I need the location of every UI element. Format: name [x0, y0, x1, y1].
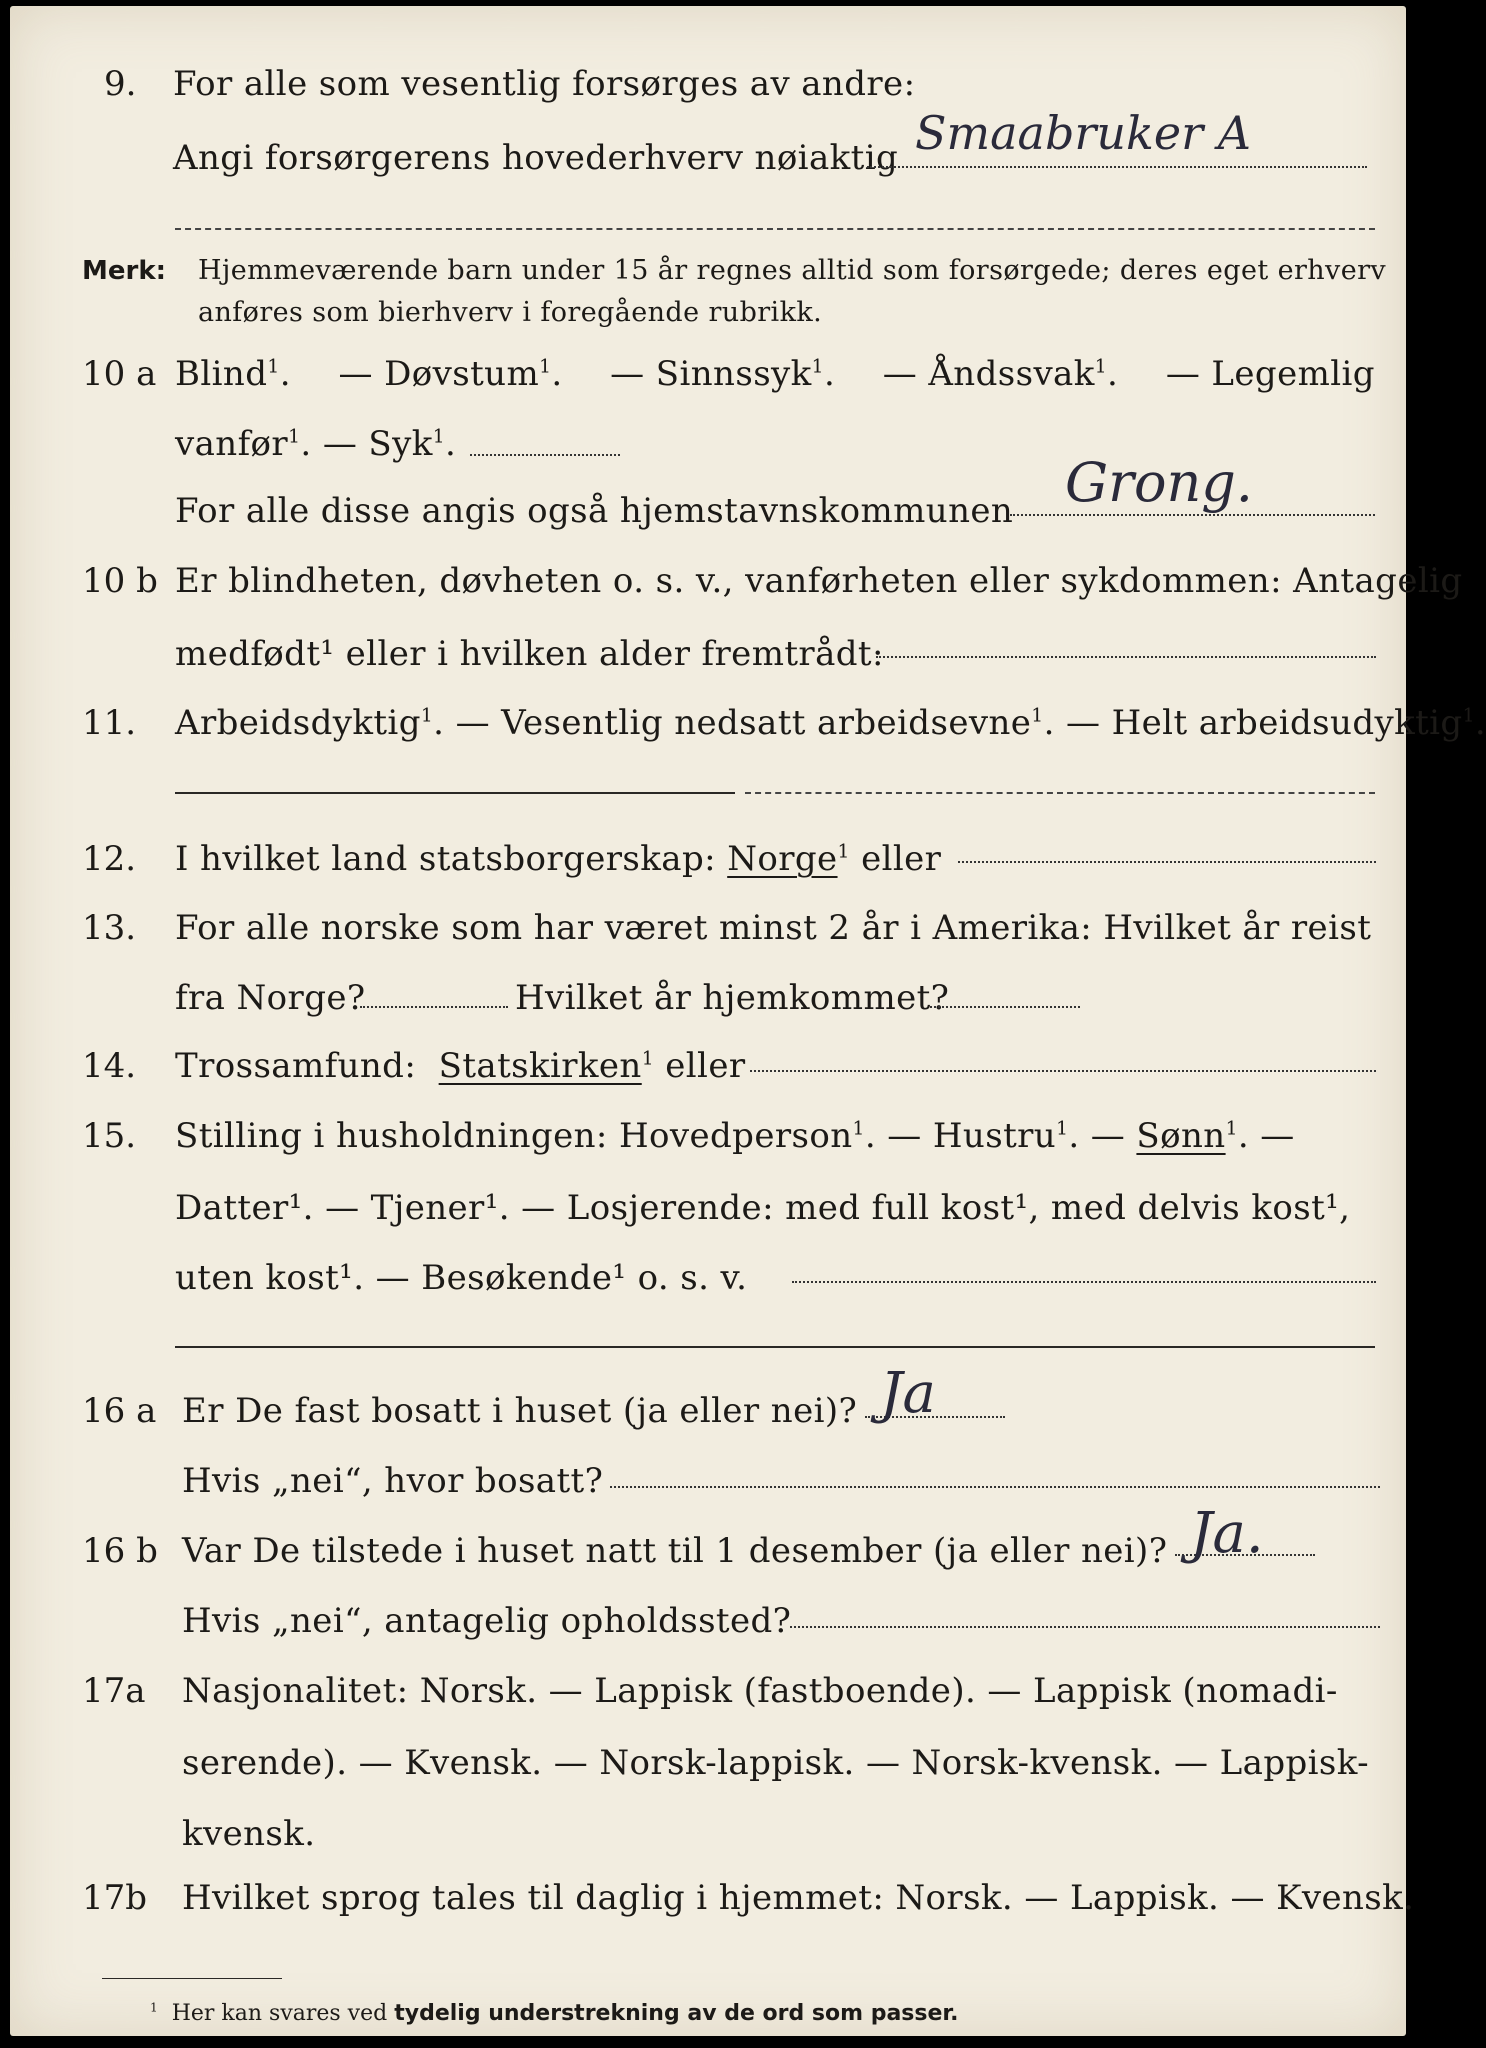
- question-text: Angi forsørgerens hovederhverv nøiaktig: [173, 138, 899, 178]
- question-text: medfødt¹ eller i hvilken alder fremtrådt:: [175, 634, 884, 674]
- separator: [175, 1346, 1375, 1348]
- question-text: Er blindheten, døvheten o. s. v., vanførheten eller sykdommen: Antagelig: [175, 561, 1463, 601]
- question-number: 14.: [82, 1046, 137, 1086]
- question-number: 13.: [82, 908, 137, 948]
- question-number: 11.: [82, 703, 137, 743]
- answer-line[interactable]: [470, 454, 620, 456]
- option-legemlig[interactable]: — Legemlig: [1165, 354, 1375, 394]
- answer-line[interactable]: [867, 166, 1367, 168]
- option-dovstum[interactable]: — Døvstum: [338, 354, 540, 394]
- question-number: 10 a: [82, 354, 157, 394]
- option-norge[interactable]: Norge: [727, 839, 838, 879]
- question-text: For alle som vesentlig forsørges av andre:: [173, 64, 916, 104]
- option-blind[interactable]: Blind: [175, 354, 268, 394]
- note-text: anføres som bierhverv i foregående rubrikk.: [198, 297, 823, 328]
- handwritten-answer: Ja.: [1190, 1501, 1264, 1566]
- question-text: Datter¹. — Tjener¹. — Losjerende: med full kost¹, med delvis kost¹,: [175, 1188, 1351, 1228]
- handwritten-answer: Ja: [880, 1361, 936, 1426]
- option-andssvak[interactable]: — Åndssvak: [882, 354, 1095, 394]
- answer-line[interactable]: [930, 1006, 1080, 1008]
- note-text: Hjemmeværende barn under 15 år regnes alltid som forsørgede; deres eget erhverv: [198, 255, 1387, 286]
- question-text: I hvilket land statsborgerskap: Norge$^1$ eller: [175, 839, 942, 879]
- option-nedsatt[interactable]: — Vesentlig nedsatt arbeidsevne: [455, 703, 1032, 743]
- option-udyktig[interactable]: — Helt arbeidsudyktig: [1066, 703, 1463, 743]
- question-text: fra Norge?: [175, 978, 366, 1018]
- answer-line[interactable]: [790, 1626, 1380, 1628]
- answer-line[interactable]: [360, 1006, 508, 1008]
- answer-line[interactable]: [1010, 514, 1375, 516]
- question-number: 17a: [82, 1671, 146, 1711]
- question-text: serende). — Kvensk. — Norsk-lappisk. — Norsk-kvensk. — Lappisk-: [182, 1743, 1370, 1783]
- answer-line[interactable]: [876, 656, 1376, 658]
- separator: [175, 792, 735, 794]
- question-text: Var De tilstede i huset natt til 1 desember (ja eller nei)?: [182, 1531, 1168, 1571]
- answer-line[interactable]: [792, 1281, 1376, 1283]
- question-text: For alle norske som har været minst 2 år i Amerika: Hvilket år reist: [175, 908, 1372, 948]
- question-number: 9.: [104, 64, 137, 104]
- question-text: Hvilket sprog tales til daglig i hjemmet: Norsk. — Lappisk. — Kvensk.: [182, 1878, 1415, 1918]
- footnote-rule: [102, 1978, 282, 1979]
- option-arbeidsdyktig[interactable]: Arbeidsdyktig: [175, 703, 421, 743]
- handwritten-answer: Smaabruker A: [915, 106, 1251, 160]
- separator: [745, 792, 1375, 794]
- question-text: uten kost¹. — Besøkende¹ o. s. v.: [175, 1258, 748, 1298]
- answer-line[interactable]: [750, 1070, 1376, 1072]
- question-text: vanfør$^1$. — Syk$^1$.: [175, 424, 457, 464]
- question-text: Arbeidsdyktig$^1$. — Vesentlig nedsatt arbeidsevne$^1$. — Helt arbeidsudyktig$^1$.: [175, 703, 1486, 743]
- question-number: 15.: [82, 1116, 137, 1156]
- option-vanfor[interactable]: vanfør: [175, 424, 289, 464]
- question-text: For alle disse angis også hjemstavnskommunen: [175, 491, 1014, 531]
- handwritten-answer: Grong.: [1065, 451, 1253, 514]
- question-text: Hvis „nei“, antagelig opholdssted?: [182, 1601, 792, 1641]
- census-form-page: [10, 6, 1486, 2036]
- option-sonn[interactable]: Sønn: [1136, 1116, 1226, 1156]
- option-statskirken[interactable]: Statskirken: [438, 1046, 642, 1086]
- question-text: Nasjonalitet: Norsk. — Lappisk (fastboende). — Lappisk (nomadi-: [182, 1671, 1338, 1711]
- answer-line[interactable]: [958, 861, 1376, 863]
- answer-line[interactable]: [610, 1486, 1380, 1488]
- question-number: 16 a: [82, 1391, 157, 1431]
- question-text: Hvis „nei“, hvor bosatt?: [182, 1461, 604, 1501]
- question-number: 10 b: [82, 561, 158, 601]
- option-syk[interactable]: — Syk: [322, 424, 433, 464]
- question-text: Blind$^1$. — Døvstum$^1$. — Sinnssyk$^1$. — Åndssvak$^1$. — Legemlig: [175, 354, 1375, 394]
- question-number: 12.: [82, 839, 137, 879]
- question-text: Stilling i husholdningen: Hovedperson$^1$. — Hustru$^1$. — Sønn$^1$. —: [175, 1116, 1295, 1156]
- note-label: Merk:: [82, 256, 167, 286]
- question-text: Er De fast bosatt i huset (ja eller nei)?: [182, 1391, 858, 1431]
- question-number: 16 b: [82, 1531, 158, 1571]
- footnote: $^1$ Her kan svares ved tydelig understrekning av de ord som passer.: [150, 2000, 959, 2026]
- question-text: kvensk.: [182, 1814, 316, 1854]
- separator: [175, 228, 1375, 230]
- option-sinnssyk[interactable]: — Sinnssyk: [610, 354, 812, 394]
- question-text: Trossamfund: Statskirken$^1$ eller: [175, 1046, 746, 1086]
- question-number: 17b: [82, 1878, 148, 1918]
- question-text: Hvilket år hjemkommet?: [515, 978, 950, 1018]
